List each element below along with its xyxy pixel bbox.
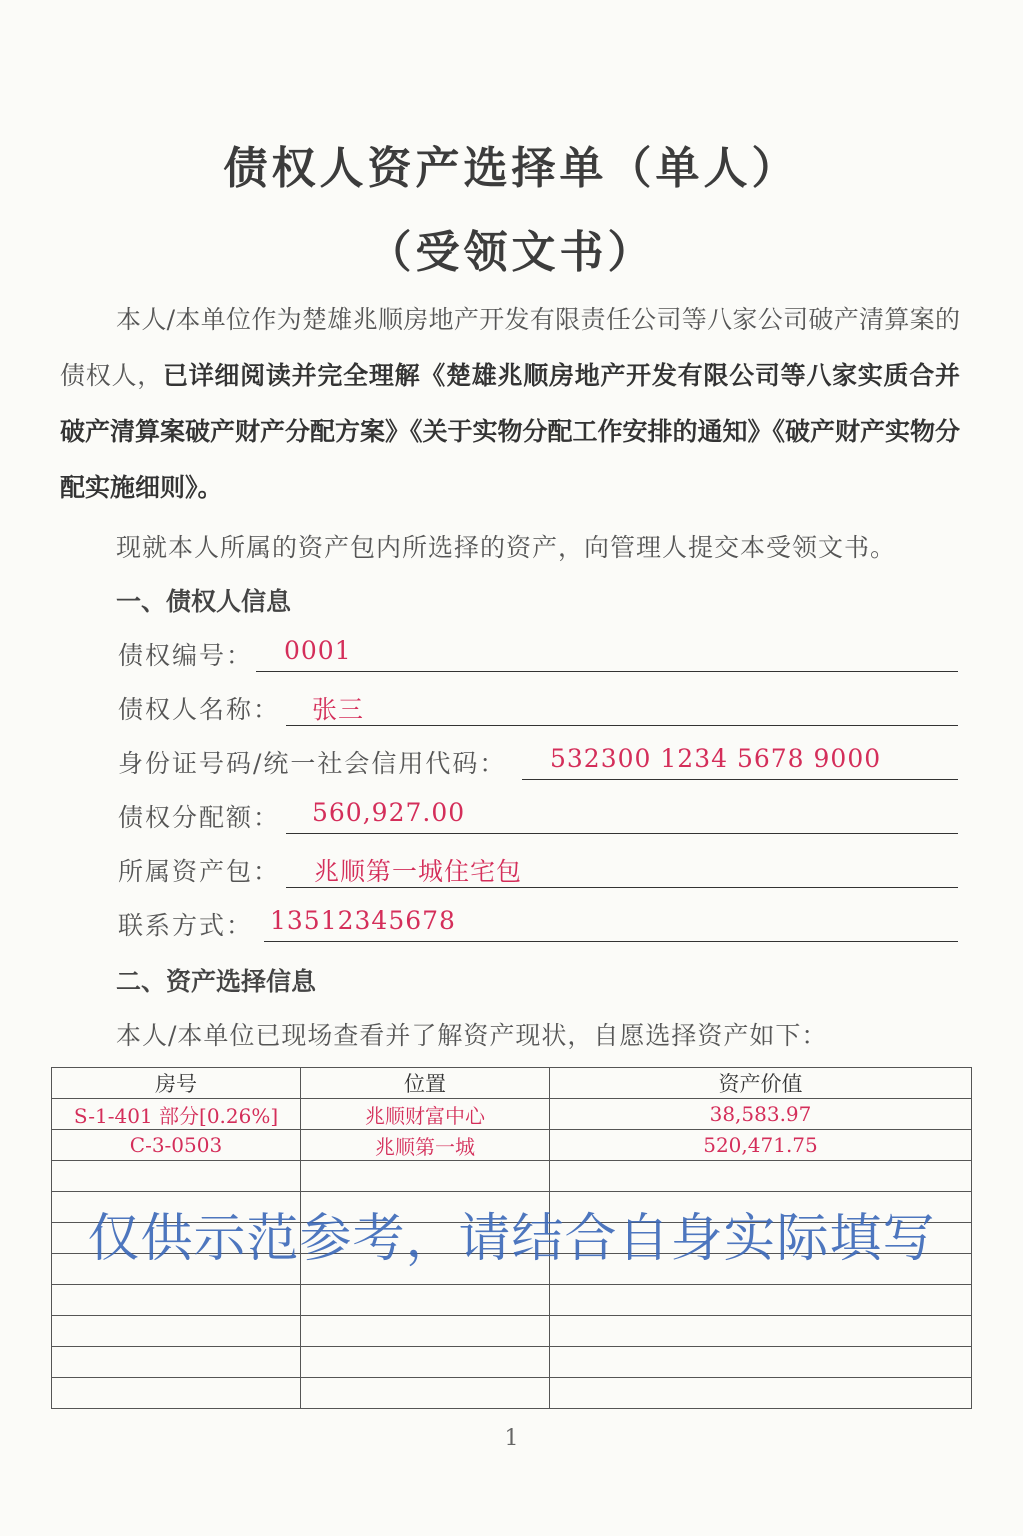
field-underline: [286, 833, 958, 834]
table-header-row: [52, 1068, 972, 1099]
section-asset-selection-title: 二、资产选择信息: [116, 967, 317, 996]
document-subtitle: （受领文书）: [367, 227, 656, 278]
field-value: 0001: [284, 636, 352, 665]
header-room-number: 房号: [52, 1068, 301, 1099]
field-label: 债权人名称：: [118, 695, 281, 724]
field-asset-package: [118, 852, 958, 886]
field-value: 13512345678: [270, 906, 456, 935]
field-underline: [522, 779, 958, 780]
sample-watermark: 仅供示范参考，请结合自身实际填写: [87, 1209, 936, 1269]
table-row-empty: [52, 1285, 972, 1316]
field-underline: [264, 941, 958, 942]
field-contact: [118, 906, 958, 940]
field-label: 债权编号：: [118, 641, 254, 670]
header-asset-value: 资产价值: [550, 1068, 972, 1099]
field-claim-number: [118, 636, 958, 670]
document-title: 债权人资产选择单（单人）: [223, 143, 800, 194]
cell-asset-value: 520,471.75: [550, 1130, 972, 1161]
intro-bold-text: 已详细阅读并完全理解《楚雄兆顺房地产开发有限公司等八家实质合并破产清算案破产财产分配方案》《关于实物分配工作安排的通知》《破产财产实物分配实施细则》。: [60, 361, 961, 502]
table-row-empty: [52, 1378, 972, 1409]
field-allocation-amount: [118, 798, 958, 832]
field-label: 联系方式：: [118, 911, 254, 940]
submission-paragraph: 现就本人所属的资产包内所选择的资产，向管理人提交本受领文书。: [116, 533, 897, 562]
table-row-empty: [52, 1161, 972, 1192]
cell-asset-value: 38,583.97: [550, 1099, 972, 1130]
intro-paragraph: [60, 292, 960, 516]
selection-statement: 本人/本单位已现场查看并了解资产现状，自愿选择资产如下：: [116, 1021, 828, 1050]
cell-location: 兆顺第一城: [301, 1130, 550, 1161]
field-id-number: [118, 744, 958, 778]
field-underline: [256, 671, 958, 672]
field-value: 张三: [312, 695, 365, 724]
field-value: 532300 1234 5678 9000: [550, 744, 882, 773]
field-underline: [286, 725, 958, 726]
intro-text: 本人/本单位作为楚雄兆顺房地产开发有限责任公司等八家公司破产清算案的债权人，: [60, 305, 960, 390]
table-row: [52, 1099, 972, 1130]
cell-room-number: C-3-0503: [52, 1130, 301, 1161]
field-label: 身份证号码/统一社会信用代码：: [118, 749, 507, 778]
section-creditor-info-title: 一、债权人信息: [116, 587, 292, 616]
field-creditor-name: [118, 690, 958, 724]
field-value: 兆顺第一城住宅包: [314, 857, 523, 886]
field-underline: [286, 887, 958, 888]
field-value: 560,927.00: [312, 798, 466, 827]
table-row-empty: [52, 1316, 972, 1347]
field-label: 债权分配额：: [118, 803, 281, 832]
cell-room-number: S-1-401 部分[0.26%]: [52, 1099, 301, 1130]
cell-location: 兆顺财富中心: [301, 1099, 550, 1130]
header-location: 位置: [301, 1068, 550, 1099]
field-label: 所属资产包：: [118, 857, 281, 886]
table-row-empty: [52, 1347, 972, 1378]
page-number: 1: [504, 1426, 519, 1451]
table-row: [52, 1130, 972, 1161]
